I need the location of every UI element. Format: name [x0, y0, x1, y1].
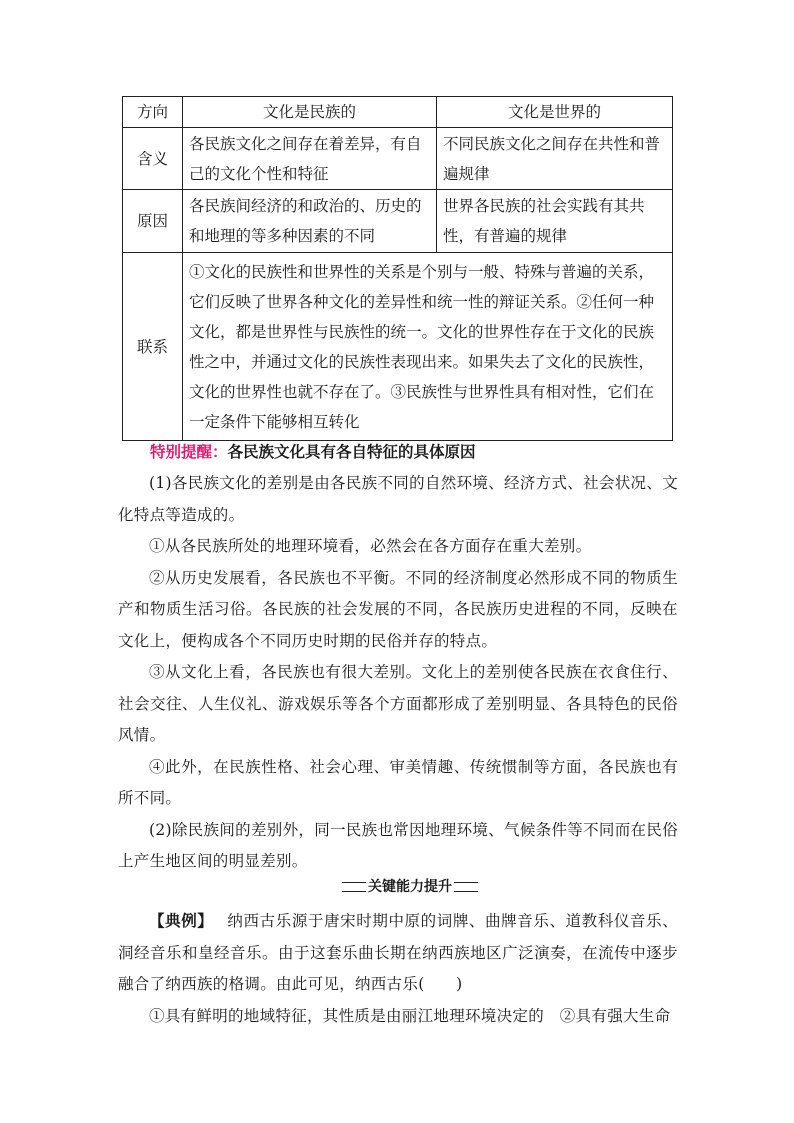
example-paragraph: [118, 905, 678, 1001]
reason-national-cell: 各民族间经济的和政治的、历史的和地理的等多种因素的不同: [183, 190, 437, 253]
header-direction: 方向: [123, 97, 183, 128]
table-row: [123, 128, 673, 190]
reminder-title: 各民族文化具有各自特征的具体原因: [227, 442, 476, 461]
relation-merged-cell: ①文化的民族性和世界性的关系是个别与一般、特殊与普遍的关系，它们反映了世界各种文化的差异性和统一性的辩证关系。②任何一种文化，都是世界性与民族性的统一。文化的世界性存在于文化的民族性之中，并通过文化的民族性表现出来。如果失去了文化的民族性，文化的世界性也就不存在了。③民族性与世界性具有相对性，它们在一定条件下能够相互转化: [183, 253, 673, 441]
paragraph: ③从文化上看，各民族也有很大差别。文化上的差别使各民族在衣食住行、社会交往、人生仪礼、游戏娱乐等各个方面都形成了差别明显、各具特色的民俗风情。: [118, 663, 678, 744]
paragraph: ①从各民族所处的地理环境看，必然会在各方面存在重大差别。: [149, 537, 592, 555]
table-row: [123, 253, 673, 441]
paragraph: (1)各民族文化的差别是由各民族不同的自然环境、经济方式、社会状况、文化特点等造成的。: [118, 474, 678, 524]
example-block: [118, 905, 678, 1032]
row-label-reason: 原因: [123, 190, 183, 253]
paragraph: ②从历史发展看，各民族也不平衡。不同的经济制度必然形成不同的物质生产和物质生活习俗。各民族的社会发展的不同，各民族历史进程的不同，反映在文化上，便构成各个不同历史时期的民俗并存的特点。: [118, 568, 678, 650]
header-national: 文化是民族的: [183, 97, 437, 128]
row-label-meaning: 含义: [123, 128, 183, 190]
meaning-national-cell: 各民族文化之间存在着差异，有自己的文化个性和特征: [183, 128, 437, 190]
row-label-relation: 联系: [123, 253, 183, 441]
heading-left-bar: [342, 882, 366, 892]
example-tag: 【典例】: [149, 911, 214, 930]
example-options-line: ①具有鲜明的地域特征，其性质是由丽江地理环境决定的 ②具有强大生命: [149, 1006, 671, 1025]
comparison-table: [122, 96, 673, 441]
section-title: 关键能力提升: [368, 879, 452, 895]
example-text: 纳西古乐源于唐宋时期中原的词牌、曲牌音乐、道教科仪音乐、洞经音乐和皇经音乐。由于这套乐曲长期在纳西族地区广泛演奏，在流传中逐步融合了纳西族的格调。由此可见，纳西古乐( ): [118, 912, 679, 993]
special-reminder: [150, 440, 476, 464]
paragraph: ④此外，在民族性格、社会心理、审美情趣、传统惯制等方面，各民族也有所不同。: [118, 757, 678, 807]
table-row: [123, 190, 673, 253]
reminder-tag: 特别提醒：: [150, 442, 228, 461]
header-world: 文化是世界的: [437, 97, 673, 128]
reason-world-cell: 世界各民族的社会实践有其共性，有普遍的规律: [437, 190, 673, 253]
paragraph: (2)除民族间的差别外，同一民族也常因地理环境、气候条件等不同而在民俗上产生地区间的明显差别。: [118, 820, 678, 870]
table-header-row: [123, 97, 673, 128]
meaning-world-cell: 不同民族文化之间存在共性和普遍规律: [437, 128, 673, 190]
reminder-body: [118, 468, 678, 878]
heading-right-bar: [454, 882, 478, 892]
section-heading: [340, 877, 480, 897]
